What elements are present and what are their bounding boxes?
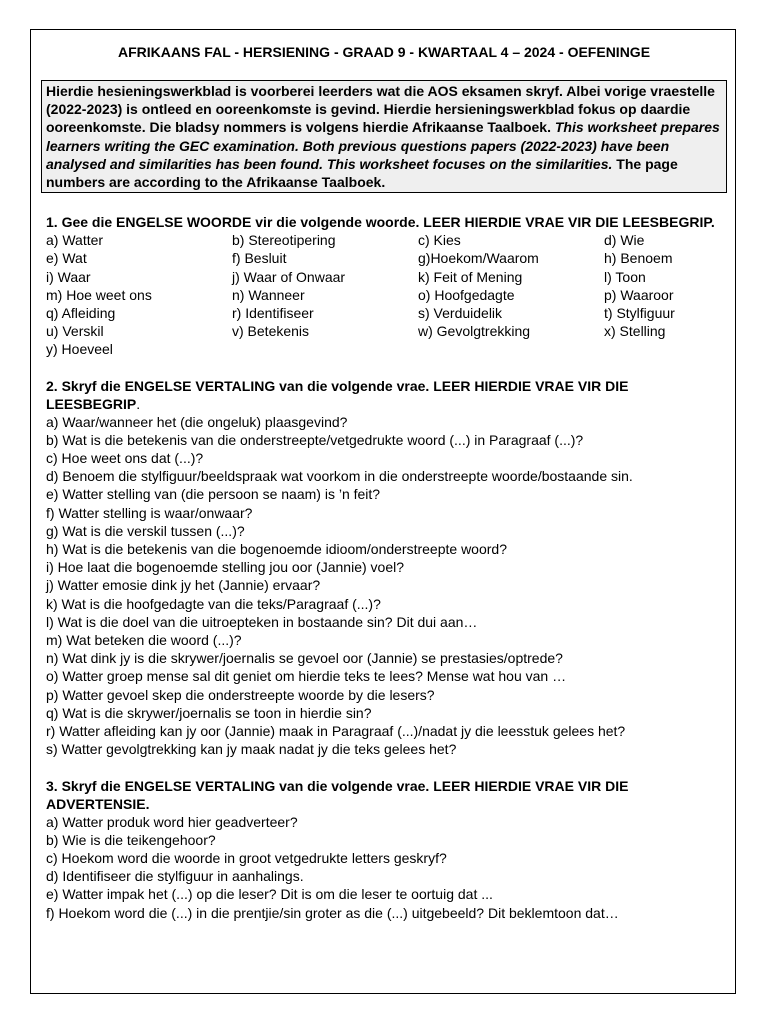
question-item: j) Watter emosie dink jy het (Jannie) ervaar? <box>46 577 321 594</box>
word-item: q) Afleiding <box>46 305 116 322</box>
word-item: f) Besluit <box>232 250 287 267</box>
word-item: y) Hoeveel <box>46 341 113 358</box>
section-2-heading-tail: . <box>136 395 141 412</box>
word-item: t) Stylfiguur <box>604 305 675 322</box>
section-2-question-list <box>46 413 722 759</box>
word-item: p) Waaroor <box>604 286 674 303</box>
word-item: o) Hoofgedagte <box>418 286 515 303</box>
question-item: a) Watter produk word hier geadverteer? <box>46 813 298 830</box>
word-item: d) Wie <box>604 232 645 249</box>
question-item: h) Wat is die betekenis van die bogenoemde idioom/onderstreepte woord? <box>46 541 507 558</box>
section-3-heading: 3. Skryf die ENGELSE VERTALING van die volgende vrae. LEER HIERDIE VRAE VIR DIE ADVERTENSIE. <box>46 777 629 812</box>
question-item: g) Wat is die verskil tussen (...)? <box>46 522 245 539</box>
section-3-question-list <box>46 813 722 922</box>
word-list <box>46 231 722 358</box>
word-item: w) Gevolgtrekking <box>418 323 531 340</box>
word-item: s) Verduidelik <box>418 305 503 322</box>
page-title: AFRIKAANS FAL - HERSIENING - GRAAD 9 - KWARTAAL 4 – 2024 - OEFENINGE <box>117 44 651 60</box>
section-2-heading-text: 2. Skryf die ENGELSE VERTALING van die volgende vrae. LEER HIERDIE VRAE VIR DIE LEESBEGRIP <box>46 377 629 412</box>
word-item: k) Feit of Mening <box>418 268 523 285</box>
word-item: e) Wat <box>46 250 87 267</box>
word-item: b) Stereotipering <box>232 232 336 249</box>
question-item: b) Wat is die betekenis van die onderstreepte/vetgedrukte woord (...) in Paragraaf (...)? <box>46 431 584 448</box>
intro-text: Hierdie hesieningswerkblad is voorberei leerders wat die AOS eksamen skryf. Albei vorige vraestelle (2022-2023) is ontleed en ooreenkomste is gevind. Hierdie hersieningswerkblad fokus op daardie ooreenkomste. Die bladsy nommers is volgens hierdie Afrikaanse Taalboek. <box>46 83 715 136</box>
question-item: e) Watter stelling van (die persoon se naam) is ’n feit? <box>46 486 381 503</box>
question-item: c) Hoe weet ons dat (...)? <box>46 450 204 467</box>
question-item: o) Watter groep mense sal dit geniet om hierdie teks te lees? Mense wat hou van … <box>46 668 567 685</box>
intro-english-italic: This worksheet prepares learners writing the GEC examination. Both previous questions papers (2022-2023) have been analysed and similarities has been found. This worksheet focuses on the similarities. <box>46 119 720 172</box>
word-item: h) Benoem <box>604 250 673 267</box>
question-item: d) Identifiseer die stylfiguur in aanhalings. <box>46 868 304 885</box>
question-item: r) Watter afleiding kan jy oor (Jannie) maak in Paragraaf (...)/nadat jy die leesstuk gelees het? <box>46 723 626 740</box>
section-2 <box>46 377 722 759</box>
word-item: a) Watter <box>46 232 104 249</box>
question-item: e) Watter impak het (...) op die leser? Dit is om die leser te oortuig dat ... <box>46 886 493 903</box>
question-item: c) Hoekom word die woorde in groot vetgedrukte letters geskryf? <box>46 849 447 866</box>
section-3 <box>46 777 722 922</box>
question-item: l) Wat is die doel van die uitroepteken in bostaande sin? Dit dui aan… <box>46 613 478 630</box>
worksheet-content <box>46 43 722 922</box>
word-item: x) Stelling <box>604 323 666 340</box>
word-item: n) Wanneer <box>232 286 305 303</box>
question-item: d) Benoem die stylfiguur/beeldspraak wat voorkom in die onderstreepte woorde/bostaande sin. <box>46 468 633 485</box>
word-item: i) Waar <box>46 268 91 285</box>
question-item: m) Wat beteken die woord (...)? <box>46 632 242 649</box>
question-item: a) Waar/wanneer het (die ongeluk) plaasgevind? <box>46 413 348 430</box>
question-item: k) Wat is die hoofgedagte van die teks/Paragraaf (...)? <box>46 595 381 612</box>
question-item: f) Hoekom word die (...) in die prentjie/sin groter as die (...) uitgebeeld? Dit beklemtoon dat… <box>46 904 619 921</box>
word-item: r) Identifiseer <box>232 305 314 322</box>
question-item: s) Watter gevolgtrekking kan jy maak nadat jy die teks gelees het? <box>46 741 457 758</box>
question-item: b) Wie is die teikengehoor? <box>46 831 216 848</box>
word-item: j) Waar of Onwaar <box>232 268 346 285</box>
intro-box <box>41 80 727 193</box>
question-item: q) Wat is die skrywer/joernalis se toon in hierdie sin? <box>46 704 372 721</box>
word-item: l) Toon <box>604 268 646 285</box>
word-item: u) Verskil <box>46 323 104 340</box>
intro-text-end: The page numbers are according to the Afrikaanse Taalboek. <box>46 155 678 191</box>
question-item: i) Hoe laat die bogenoemde stelling jou oor (Jannie) voel? <box>46 559 404 576</box>
question-item: f) Watter stelling is waar/onwaar? <box>46 504 253 521</box>
word-item: m) Hoe weet ons <box>46 286 152 303</box>
section-2-heading <box>46 377 722 413</box>
section-1-heading: 1. Gee die ENGELSE WOORDE vir die volgende woorde. LEER HIERDIE VRAE VIR DIE LEESBEGRIP. <box>46 214 715 231</box>
word-item: g)Hoekom/Waarom <box>418 250 539 267</box>
question-item: p) Watter gevoel skep die onderstreepte woorde by die lesers? <box>46 686 435 703</box>
question-item: n) Wat dink jy is die skrywer/joernalis se gevoel oor (Jannie) se prestasies/optrede? <box>46 650 563 667</box>
word-item: c) Kies <box>418 232 461 249</box>
section-1 <box>46 213 722 358</box>
word-item: v) Betekenis <box>232 323 310 340</box>
